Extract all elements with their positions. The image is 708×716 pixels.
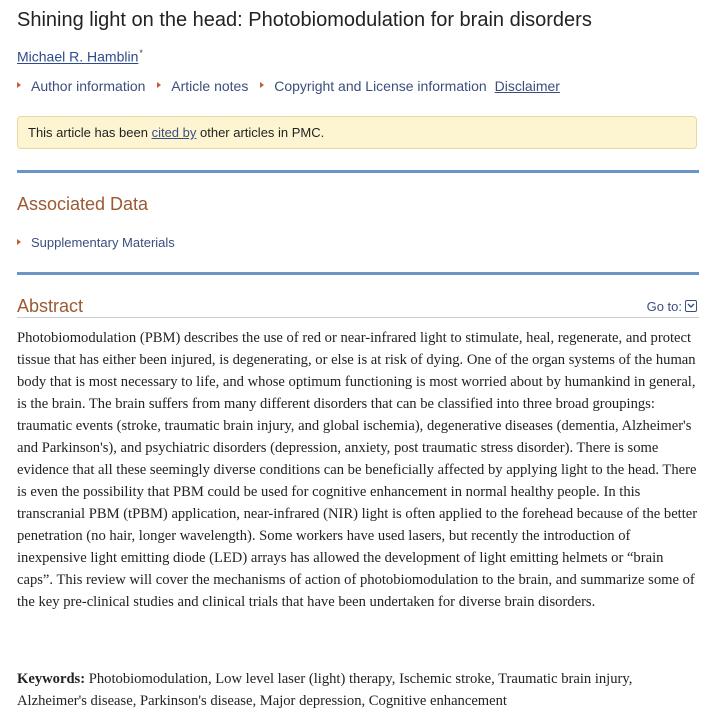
article-notes-label: Article notes [171,78,249,94]
article-meta-links [17,77,560,95]
triangle-right-icon [157,82,161,88]
cited-by-notice [17,116,697,149]
keywords-list: Photobiomodulation, Low level laser (light) therapy, Ischemic stroke, Traumatic brain injury, Alzheimer's disease, Parkinson's disease, Major depression, Cognitive enhancement [17,671,633,709]
triangle-right-icon [260,82,264,88]
author-marker: * [139,48,143,58]
author-link[interactable]: Michael R. Hamblin [17,48,139,65]
triangle-right-icon [17,82,21,88]
abstract-text: Photobiomodulation (PBM) describes the use of red or near-infrared light to stimulate, heal, regenerate, and protect tissue that has either been injured, is degenerating, or else is at risk of dying. One of the organ systems of the human body that is most necessary to life, and whose optimum functioning is most worried about by humankind in general, is the brain. The brain suffers from many different disorders that can be classified into three broad groupings: traumatic events (stroke, traumatic brain injury, and global ischemia), degenerative diseases (dementia, Alzheimer's and Parkinson's), and psychiatric disorders (depression, anxiety, post traumatic stress disorder). There is some evidence that all these seemingly diverse conditions can be beneficially affected by applying light to the head. There is even the possibility that PBM could be used for cognitive enhancement in normal healthy people. In this transcranial PBM (tPBM) application, near-infrared (NIR) light is often applied to the forehead because of the better penetration (no hair, longer wavelength). Some workers have used lasers, but recently the introduction of inexpensive light emitting diode (LED) arrays has allowed the development of light emitting helmets or “brain caps”. This review will cover the mechanisms of action of photobiomodulation to the brain, and summarize some of the key pre-clinical studies and clinical trials that have been undertaken for diverse brain disorders. [17,330,698,610]
article-notes-toggle[interactable] [157,77,248,95]
author-information-label: Author information [31,78,146,94]
goto-label: Go to: [646,299,682,314]
author-line [17,44,143,66]
notice-suffix: other articles in PMC. [196,125,325,140]
keywords-label: Keywords: [17,671,86,687]
supplementary-materials-toggle[interactable] [17,234,175,252]
article-title: Shining light on the head: Photobiomodulation for brain disorders [17,9,592,31]
chevron-down-icon [685,300,697,312]
author-information-toggle[interactable] [17,77,145,95]
abstract-heading: Abstract [17,296,84,316]
associated-data-heading: Associated Data [17,194,149,214]
section-divider [17,170,699,173]
triangle-right-icon [17,239,21,245]
supplementary-materials-label: Supplementary Materials [31,235,175,250]
notice-prefix: This article has been [28,125,152,140]
copyright-label: Copyright and License information [274,78,487,94]
disclaimer-link[interactable]: Disclaimer [494,78,560,94]
cited-by-link[interactable]: cited by [151,125,197,140]
goto-dropdown[interactable] [647,298,697,316]
abstract-heading-underline [17,317,699,318]
section-divider [17,272,699,275]
keywords-paragraph [17,668,699,712]
copyright-toggle[interactable] [260,77,486,95]
